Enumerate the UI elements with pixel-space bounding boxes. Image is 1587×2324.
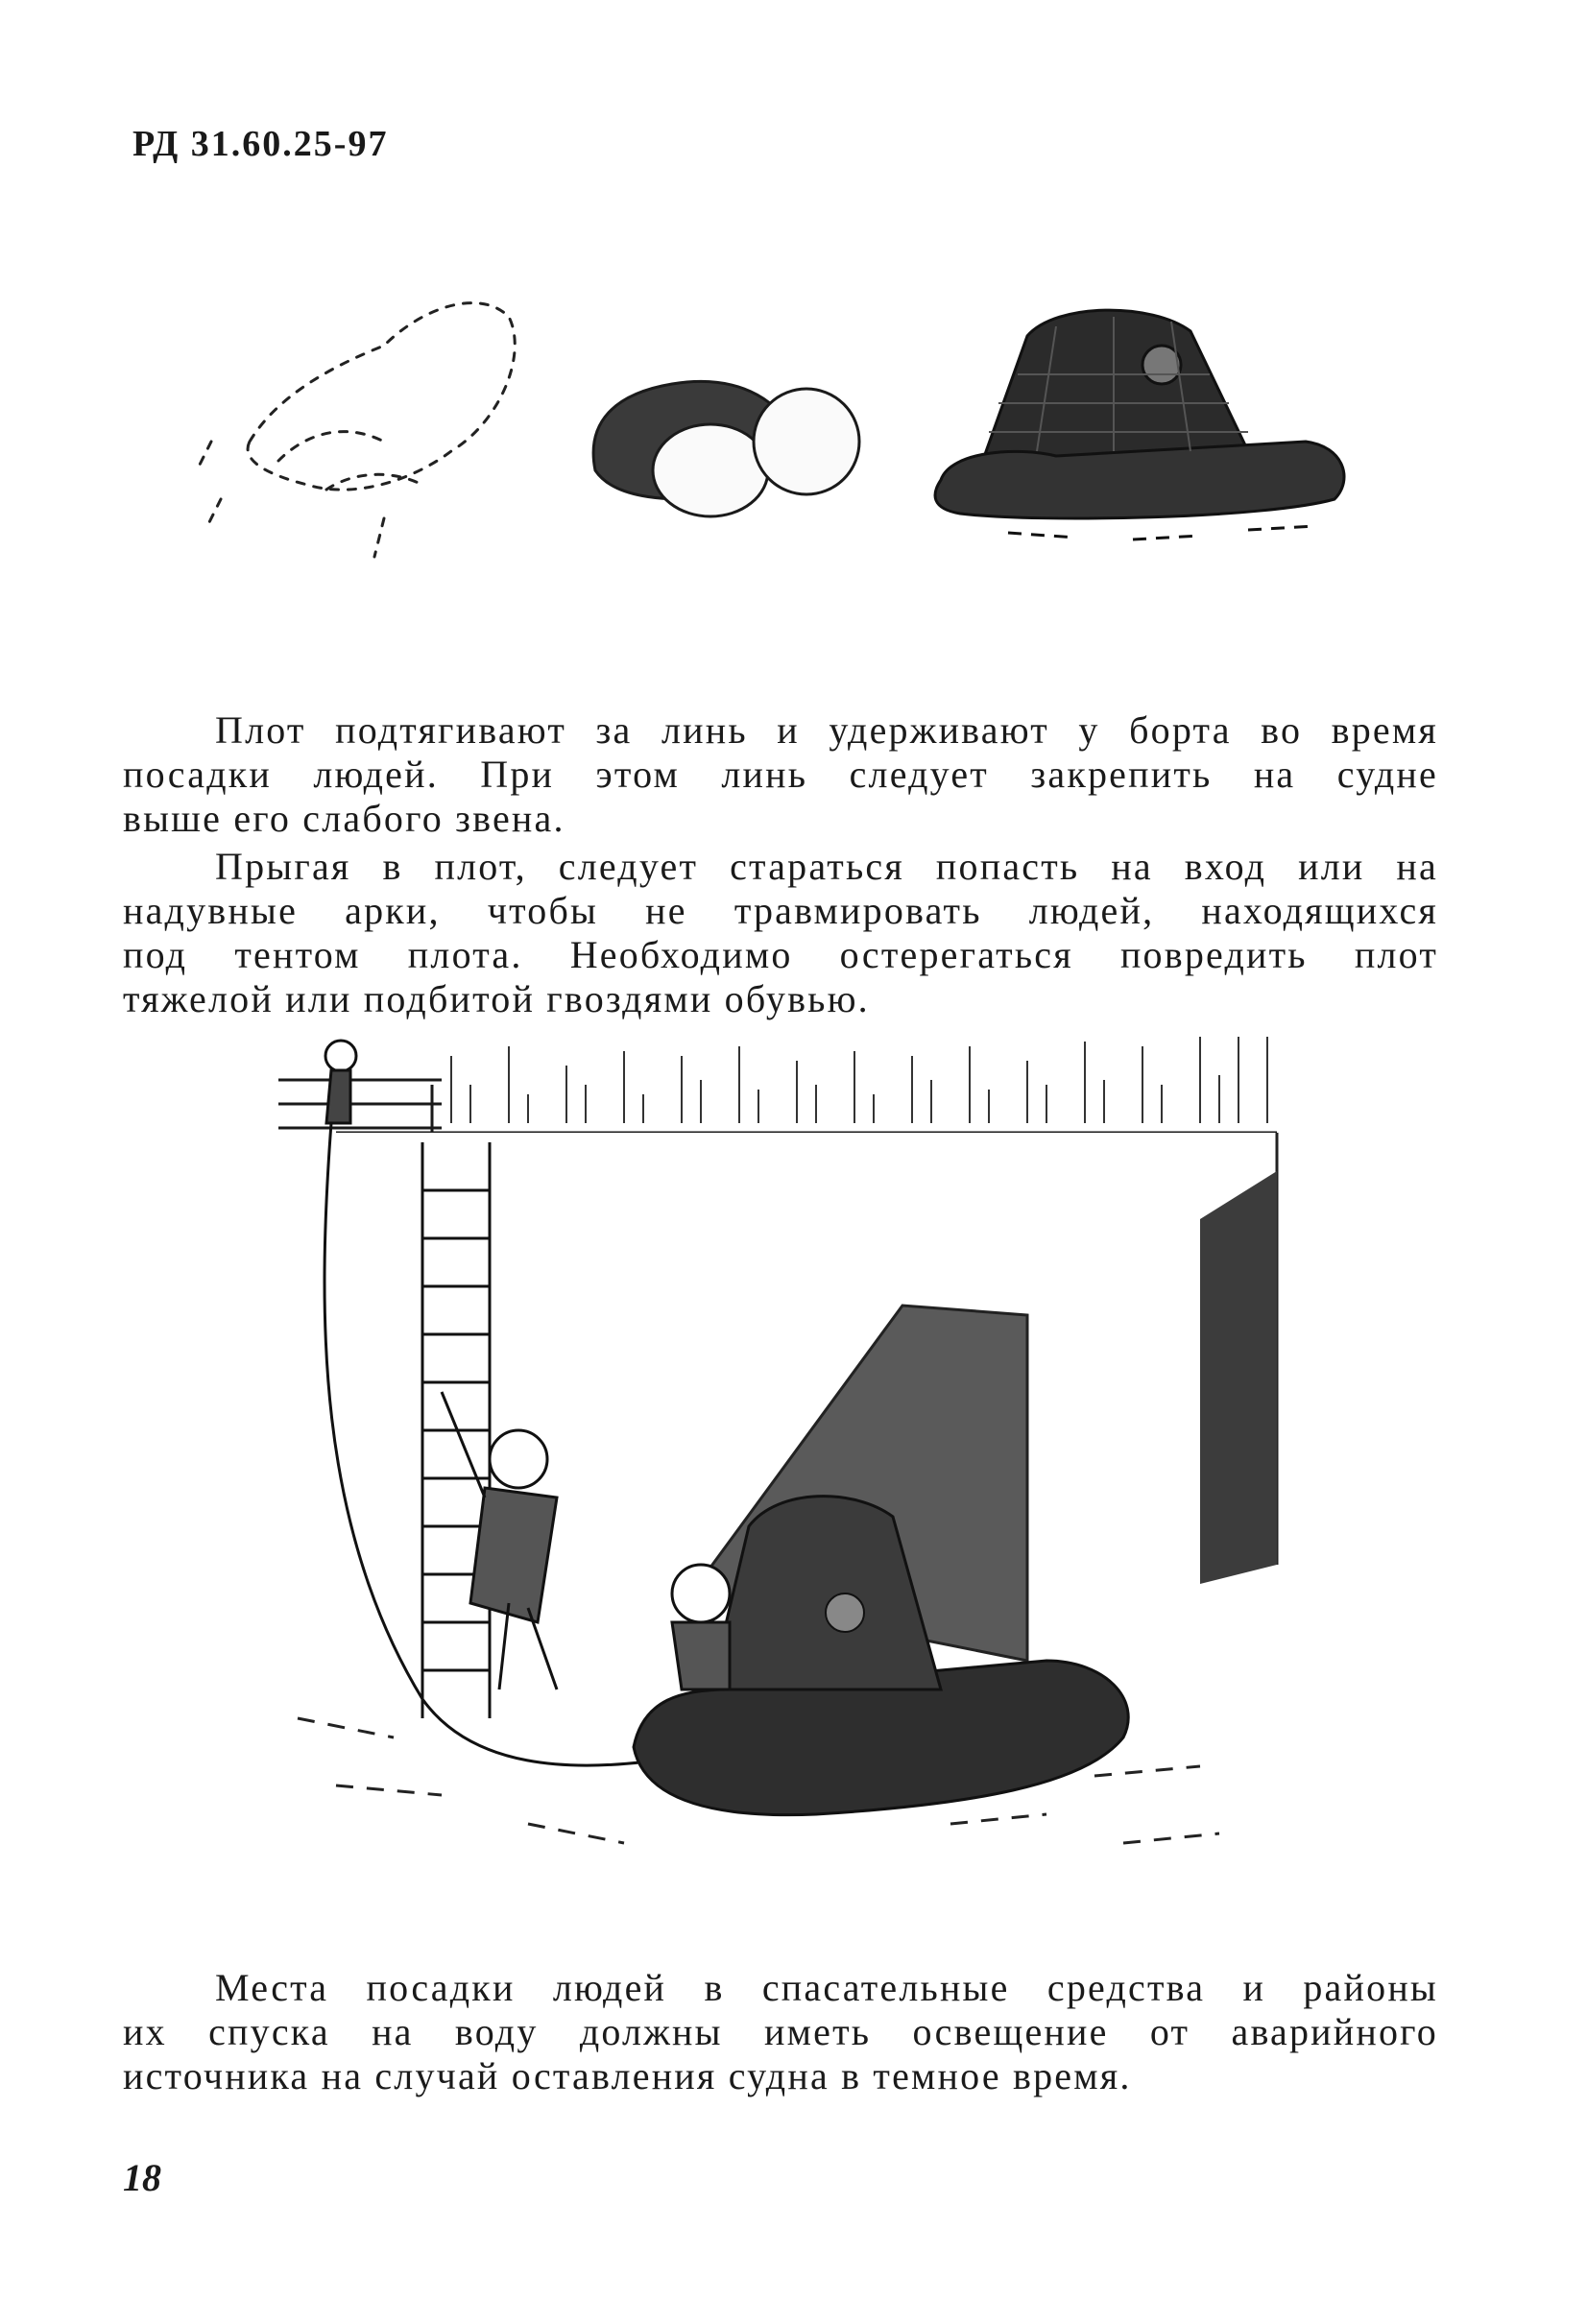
paragraph-raft-holding <box>123 708 1438 841</box>
document-code: РД 31.60.25-97 <box>132 124 389 164</box>
raft-inflation-illustration <box>192 278 1402 595</box>
text-line: Плот подтягивают за линь и удерживают у борта во время <box>215 708 1438 752</box>
raft-boarding-illustration <box>278 1027 1296 1891</box>
paragraph-jumping-into-raft <box>123 845 1438 1021</box>
text-line: Прыгая в плот, следует стараться попасть на вход или на <box>215 845 1438 888</box>
text-line: посадки людей. При этом линь следует закрепить на судне <box>123 753 1438 796</box>
paragraph-lighting-requirement <box>123 1966 1438 2098</box>
text-line: под тентом плота. Необходимо остерегаться повредить плот <box>123 933 1438 976</box>
text-line: тяжелой или подбитой гвоздями обувью. <box>123 977 870 1020</box>
text-line: источника на случай оставления судна в темное время. <box>123 2054 1132 2097</box>
text-line: выше его слабого звена. <box>123 797 565 840</box>
page-number: 18 <box>123 2156 161 2199</box>
text-line: их спуска на воду должны иметь освещение от аварийного <box>123 2010 1438 2053</box>
text-line: надувные арки, чтобы не травмировать людей, находящихся <box>123 889 1438 932</box>
text-line: Места посадки людей в спасательные средства и районы <box>215 1966 1438 2009</box>
